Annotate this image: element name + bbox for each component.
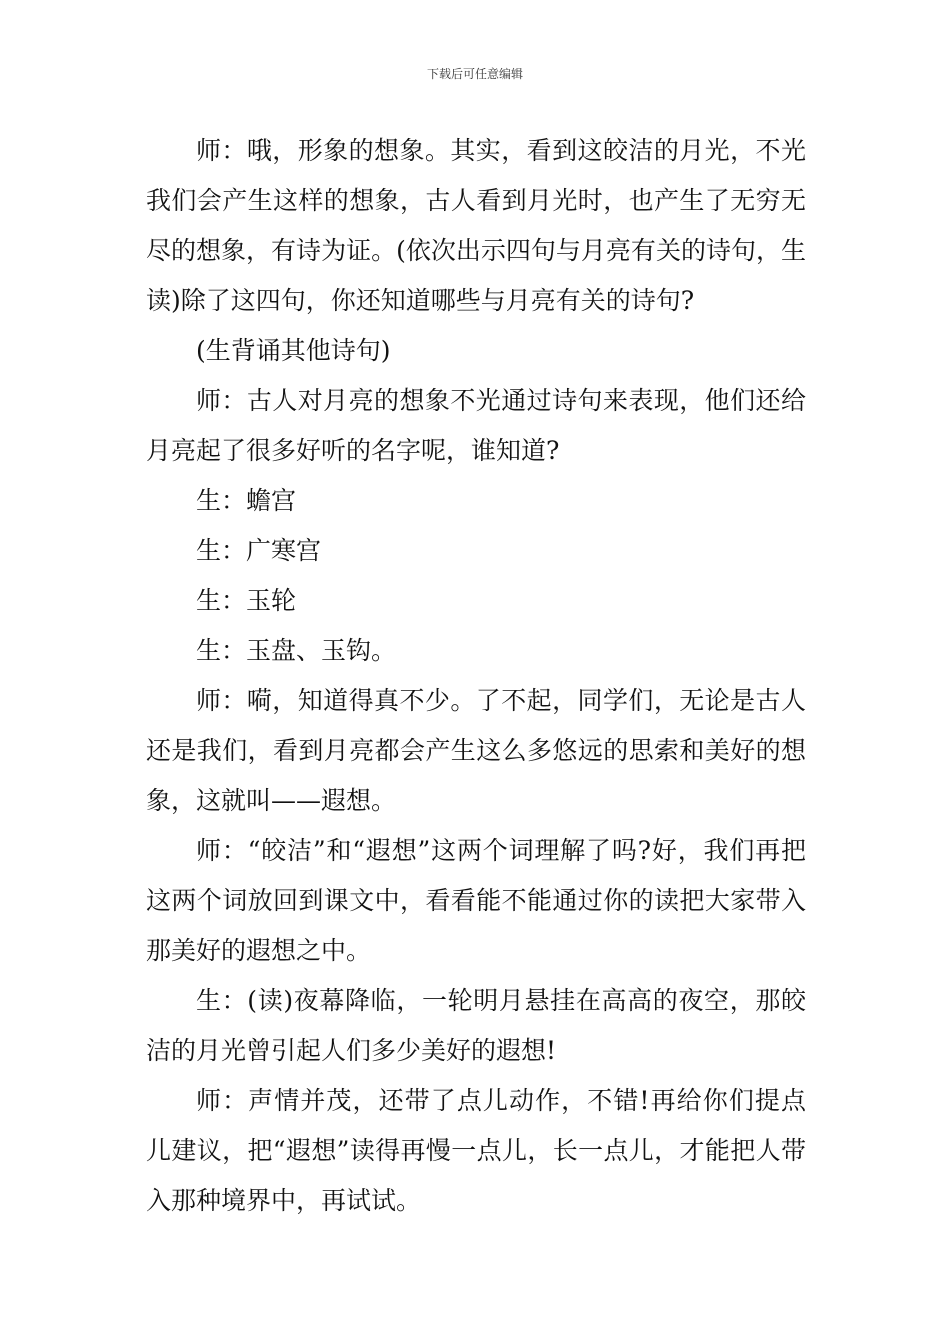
page-header: 下载后可任意编辑 (426, 67, 523, 81)
document-body (146, 126, 806, 1226)
paragraph: 生：蟾宫 (196, 486, 297, 515)
paragraph: 师：“皎洁”和“遐想”这两个词理解了吗?好，我们再把这两个词放回到课文中，看看能不能通过你的读把大家带入那美好的遐想之中。 (146, 836, 806, 965)
paragraph: 师：古人对月亮的想象不光通过诗句来表现，他们还给月亮起了很多好听的名字呢，谁知道? (146, 386, 806, 465)
paragraph: 师：嗬，知道得真不少。了不起，同学们，无论是古人还是我们，看到月亮都会产生这么多悠远的思索和美好的想象，这就叫——遐想。 (146, 686, 806, 815)
paragraph: 生：(读)夜幕降临，一轮明月悬挂在高高的夜空，那皎洁的月光曾引起人们多少美好的遐想! (146, 986, 806, 1065)
paragraph: 生：广寒宫 (196, 536, 322, 565)
paragraph: (生背诵其他诗句) (196, 336, 391, 365)
paragraph: 师：哦，形象的想象。其实，看到这皎洁的月光，不光我们会产生这样的想象，古人看到月光时，也产生了无穷无尽的想象，有诗为证。(依次出示四句与月亮有关的诗句，生读)除了这四句，你还知道哪些与月亮有关的诗句? (146, 136, 806, 315)
paragraph: 生：玉盘、玉钩。 (196, 636, 397, 665)
paragraph: 师：声情并茂，还带了点儿动作，不错!再给你们提点儿建议，把“遐想”读得再慢一点儿，长一点儿，才能把人带入那种境界中，再试试。 (146, 1086, 806, 1215)
paragraph: 生：玉轮 (196, 586, 297, 615)
